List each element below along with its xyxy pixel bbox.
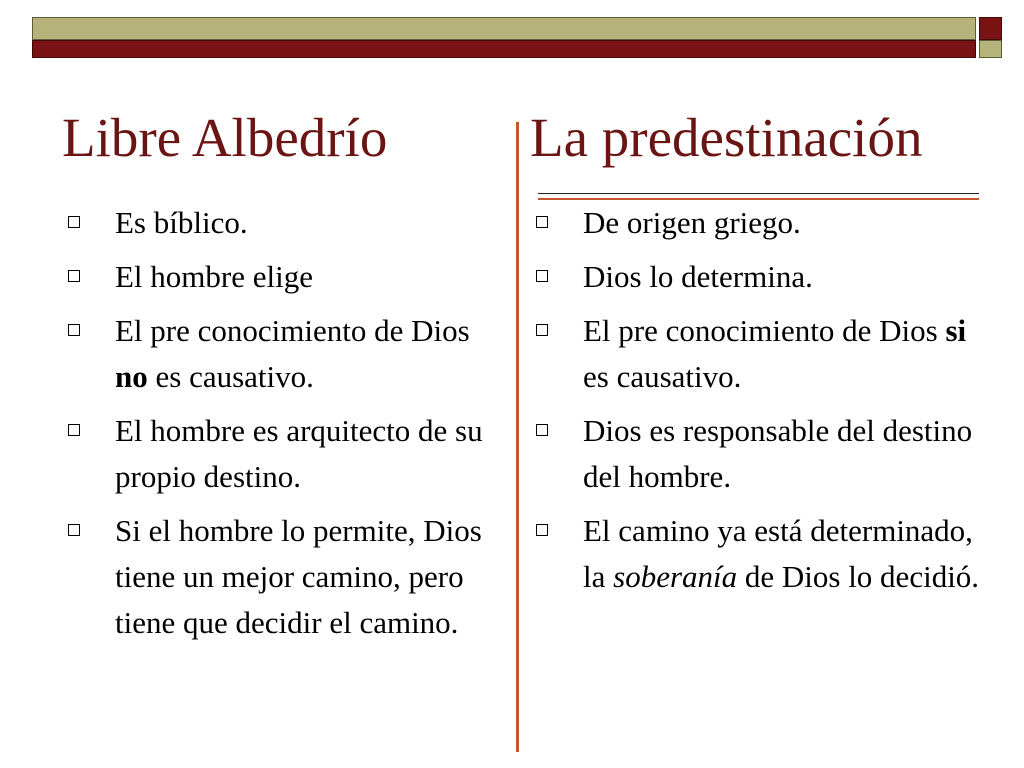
right-column-list (530, 200, 990, 608)
title-underline-dark (538, 193, 979, 194)
list-item (530, 200, 990, 246)
list-item-text: Dios lo determina. (583, 259, 813, 294)
list-item-text: de Dios lo decidió. (737, 559, 980, 594)
square-bullet-icon (536, 216, 548, 228)
left-column-title: Libre Albedrío (62, 107, 388, 168)
list-item-text: El hombre es arquitecto de su propio destino. (115, 413, 483, 494)
list-item-text: El pre conocimiento de Dios (115, 313, 470, 348)
corner-square-maroon (979, 17, 1002, 40)
emphasis-soberania: soberanía (613, 559, 738, 594)
square-bullet-icon (536, 270, 548, 282)
square-bullet-icon (68, 524, 80, 536)
square-bullet-icon (536, 324, 548, 336)
square-bullet-icon (68, 270, 80, 282)
list-item (62, 254, 507, 300)
list-item-text: Si el hombre lo permite, Dios tiene un mejor camino, pero tiene que decidir el camino. (115, 513, 482, 640)
list-item (62, 508, 507, 646)
list-item-text: Es bíblico. (115, 205, 248, 240)
square-bullet-icon (68, 216, 80, 228)
header-band-olive (32, 17, 976, 40)
list-item-text: es causativo. (583, 359, 742, 394)
list-item (530, 408, 990, 500)
right-column-title: La predestinación (530, 107, 923, 168)
list-item (530, 508, 990, 600)
square-bullet-icon (536, 524, 548, 536)
corner-square-olive (979, 40, 1002, 58)
list-item-text: El camino ya está determinado, la (583, 513, 973, 594)
square-bullet-icon (536, 424, 548, 436)
left-column-list (62, 200, 507, 654)
list-item (62, 408, 507, 500)
emphasis-no: no (115, 359, 148, 394)
list-item (62, 200, 507, 246)
square-bullet-icon (68, 424, 80, 436)
list-item-text: El hombre elige (115, 259, 313, 294)
square-bullet-icon (68, 324, 80, 336)
list-item (530, 308, 990, 400)
list-item-text: De origen griego. (583, 205, 801, 240)
list-item-text: Dios es responsable del destino del hombre. (583, 413, 973, 494)
emphasis-si: si (945, 313, 967, 348)
header-band-maroon (32, 40, 976, 58)
list-item-text: es causativo. (147, 359, 314, 394)
list-item (530, 254, 990, 300)
column-divider (516, 122, 519, 752)
list-item-text: El pre conocimiento de Dios (583, 313, 946, 348)
list-item (62, 308, 507, 400)
